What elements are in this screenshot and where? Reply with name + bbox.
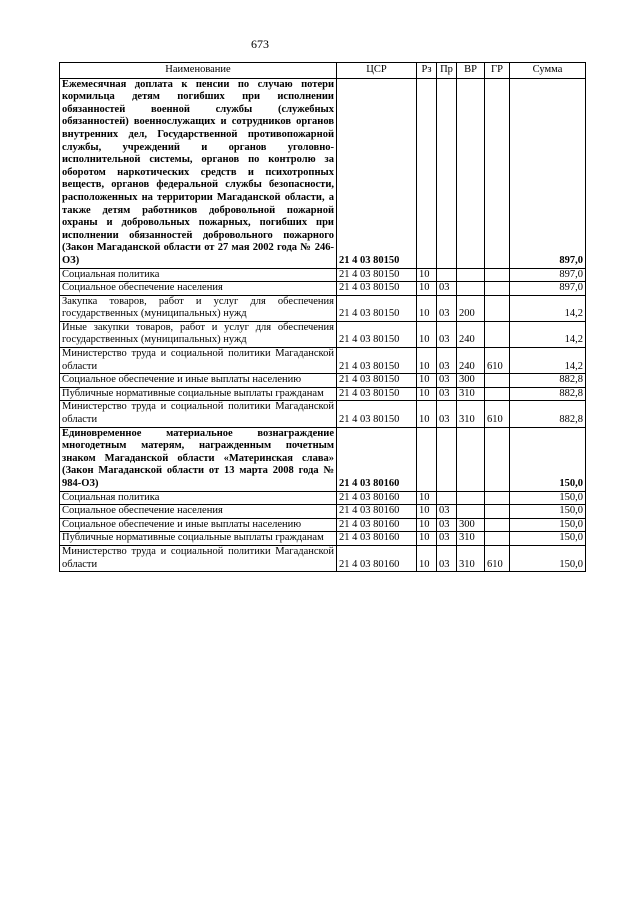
- cell-name: Министерство труда и социальной политики Магаданской области: [60, 348, 337, 374]
- cell-vr: [457, 505, 485, 519]
- cell-rz: 10: [417, 268, 437, 282]
- cell-gr: [485, 532, 510, 546]
- cell-rz: 10: [417, 505, 437, 519]
- cell-pr: [437, 268, 457, 282]
- cell-sum: 897,0: [510, 282, 586, 296]
- cell-gr: [485, 282, 510, 296]
- cell-sum: 150,0: [510, 518, 586, 532]
- cell-gr: [485, 374, 510, 388]
- cell-csr: 21 4 03 80160: [337, 427, 417, 491]
- cell-name: Социальное обеспечение населения: [60, 282, 337, 296]
- cell-name: Министерство труда и социальной политики Магаданской области: [60, 545, 337, 571]
- cell-sum: 14,2: [510, 295, 586, 321]
- budget-table: [59, 62, 586, 572]
- cell-name: Ежемесячная доплата к пенсии по случаю потери кормильца детям погибших при исполнении обязанностей военной службы (служебных обязанностей) военнослужащих и сотрудников органов внутренних дел, Государственной противопожарной службы, учреждений и органов уголовно-исполнительной системы, органов по контролю за оборотом наркотических средств и психотропных веществ, органов федеральной службы безопасности, расположенных на территории Магаданской области, а также детям работников добровольной пожарной охраны и добровольных пожарных, погибших при исполнении обязанностей добровольного пожарного (Закон Магаданской области от 27 мая 2002 года № 246-ОЗ): [60, 78, 337, 268]
- table-row: [60, 282, 586, 296]
- cell-rz: 10: [417, 401, 437, 427]
- cell-vr: [457, 491, 485, 505]
- header-name: Наименование: [60, 63, 337, 79]
- cell-csr: 21 4 03 80150: [337, 401, 417, 427]
- cell-name: Социальное обеспечение населения: [60, 505, 337, 519]
- table-row: [60, 348, 586, 374]
- cell-csr: 21 4 03 80160: [337, 491, 417, 505]
- header-vr: ВР: [457, 63, 485, 79]
- cell-pr: [437, 78, 457, 268]
- cell-gr: [485, 268, 510, 282]
- cell-csr: 21 4 03 80160: [337, 518, 417, 532]
- cell-gr: [485, 505, 510, 519]
- cell-vr: [457, 268, 485, 282]
- cell-rz: 10: [417, 545, 437, 571]
- table-row: [60, 427, 586, 491]
- cell-csr: 21 4 03 80150: [337, 268, 417, 282]
- cell-sum: 882,8: [510, 374, 586, 388]
- cell-sum: 897,0: [510, 268, 586, 282]
- cell-name: Иные закупки товаров, работ и услуг для обеспечения государственных (муниципальных) нужд: [60, 321, 337, 347]
- cell-pr: 03: [437, 321, 457, 347]
- cell-pr: 03: [437, 401, 457, 427]
- cell-vr: [457, 282, 485, 296]
- cell-rz: 10: [417, 295, 437, 321]
- table-row: [60, 505, 586, 519]
- cell-sum: 150,0: [510, 532, 586, 546]
- cell-rz: 10: [417, 518, 437, 532]
- table-header-row: [60, 63, 586, 79]
- cell-sum: 150,0: [510, 491, 586, 505]
- cell-sum: 150,0: [510, 545, 586, 571]
- cell-pr: 03: [437, 374, 457, 388]
- cell-csr: 21 4 03 80160: [337, 545, 417, 571]
- cell-name: Публичные нормативные социальные выплаты гражданам: [60, 387, 337, 401]
- cell-vr: 300: [457, 518, 485, 532]
- table-row: [60, 321, 586, 347]
- cell-gr: 610: [485, 348, 510, 374]
- cell-name: Единовременное материальное вознаграждение многодетным матерям, награжденным почетным знаком Магаданской области «Материнская слава» (Закон Магаданской области от 13 марта 2008 года № 984-ОЗ): [60, 427, 337, 491]
- cell-vr: 310: [457, 545, 485, 571]
- cell-gr: [485, 518, 510, 532]
- cell-csr: 21 4 03 80150: [337, 348, 417, 374]
- cell-pr: [437, 491, 457, 505]
- table-row: [60, 374, 586, 388]
- cell-rz: 10: [417, 348, 437, 374]
- header-pr: Пр: [437, 63, 457, 79]
- cell-sum: 882,8: [510, 387, 586, 401]
- cell-csr: 21 4 03 80150: [337, 387, 417, 401]
- cell-pr: 03: [437, 505, 457, 519]
- cell-vr: [457, 427, 485, 491]
- table-row: [60, 491, 586, 505]
- cell-csr: 21 4 03 80150: [337, 374, 417, 388]
- table-row: [60, 545, 586, 571]
- cell-rz: [417, 427, 437, 491]
- cell-vr: 310: [457, 532, 485, 546]
- cell-gr: 610: [485, 545, 510, 571]
- cell-vr: [457, 78, 485, 268]
- cell-name: Закупка товаров, работ и услуг для обеспечения государственных (муниципальных) нужд: [60, 295, 337, 321]
- cell-rz: 10: [417, 387, 437, 401]
- cell-sum: 150,0: [510, 505, 586, 519]
- header-csr: ЦСР: [337, 63, 417, 79]
- cell-gr: [485, 78, 510, 268]
- cell-gr: [485, 427, 510, 491]
- header-rz: Рз: [417, 63, 437, 79]
- page-number: 673: [251, 37, 269, 51]
- cell-vr: 310: [457, 387, 485, 401]
- cell-csr: 21 4 03 80150: [337, 282, 417, 296]
- cell-name: Министерство труда и социальной политики Магаданской области: [60, 401, 337, 427]
- cell-pr: 03: [437, 348, 457, 374]
- cell-csr: 21 4 03 80160: [337, 532, 417, 546]
- cell-rz: 10: [417, 374, 437, 388]
- cell-csr: 21 4 03 80150: [337, 321, 417, 347]
- cell-name: Социальное обеспечение и иные выплаты населению: [60, 518, 337, 532]
- cell-gr: [485, 491, 510, 505]
- header-gr: ГР: [485, 63, 510, 79]
- table-row: [60, 78, 586, 268]
- cell-pr: [437, 427, 457, 491]
- cell-pr: 03: [437, 387, 457, 401]
- cell-rz: 10: [417, 282, 437, 296]
- cell-vr: 240: [457, 348, 485, 374]
- cell-rz: [417, 78, 437, 268]
- cell-sum: 14,2: [510, 348, 586, 374]
- cell-name: Социальная политика: [60, 268, 337, 282]
- cell-pr: 03: [437, 518, 457, 532]
- cell-sum: 14,2: [510, 321, 586, 347]
- cell-gr: [485, 295, 510, 321]
- table-row: [60, 295, 586, 321]
- cell-vr: 200: [457, 295, 485, 321]
- cell-sum: 897,0: [510, 78, 586, 268]
- cell-pr: 03: [437, 532, 457, 546]
- cell-vr: 310: [457, 401, 485, 427]
- cell-gr: 610: [485, 401, 510, 427]
- cell-vr: 300: [457, 374, 485, 388]
- cell-pr: 03: [437, 295, 457, 321]
- table-row: [60, 401, 586, 427]
- cell-pr: 03: [437, 545, 457, 571]
- cell-csr: 21 4 03 80150: [337, 78, 417, 268]
- table-row: [60, 268, 586, 282]
- cell-name: Социальная политика: [60, 491, 337, 505]
- cell-sum: 882,8: [510, 401, 586, 427]
- cell-rz: 10: [417, 532, 437, 546]
- cell-pr: 03: [437, 282, 457, 296]
- cell-sum: 150,0: [510, 427, 586, 491]
- cell-csr: 21 4 03 80150: [337, 295, 417, 321]
- cell-rz: 10: [417, 491, 437, 505]
- cell-rz: 10: [417, 321, 437, 347]
- cell-csr: 21 4 03 80160: [337, 505, 417, 519]
- cell-vr: 240: [457, 321, 485, 347]
- table-row: [60, 387, 586, 401]
- cell-gr: [485, 321, 510, 347]
- table-row: [60, 532, 586, 546]
- header-sum: Сумма: [510, 63, 586, 79]
- table-row: [60, 518, 586, 532]
- cell-gr: [485, 387, 510, 401]
- cell-name: Публичные нормативные социальные выплаты гражданам: [60, 532, 337, 546]
- cell-name: Социальное обеспечение и иные выплаты населению: [60, 374, 337, 388]
